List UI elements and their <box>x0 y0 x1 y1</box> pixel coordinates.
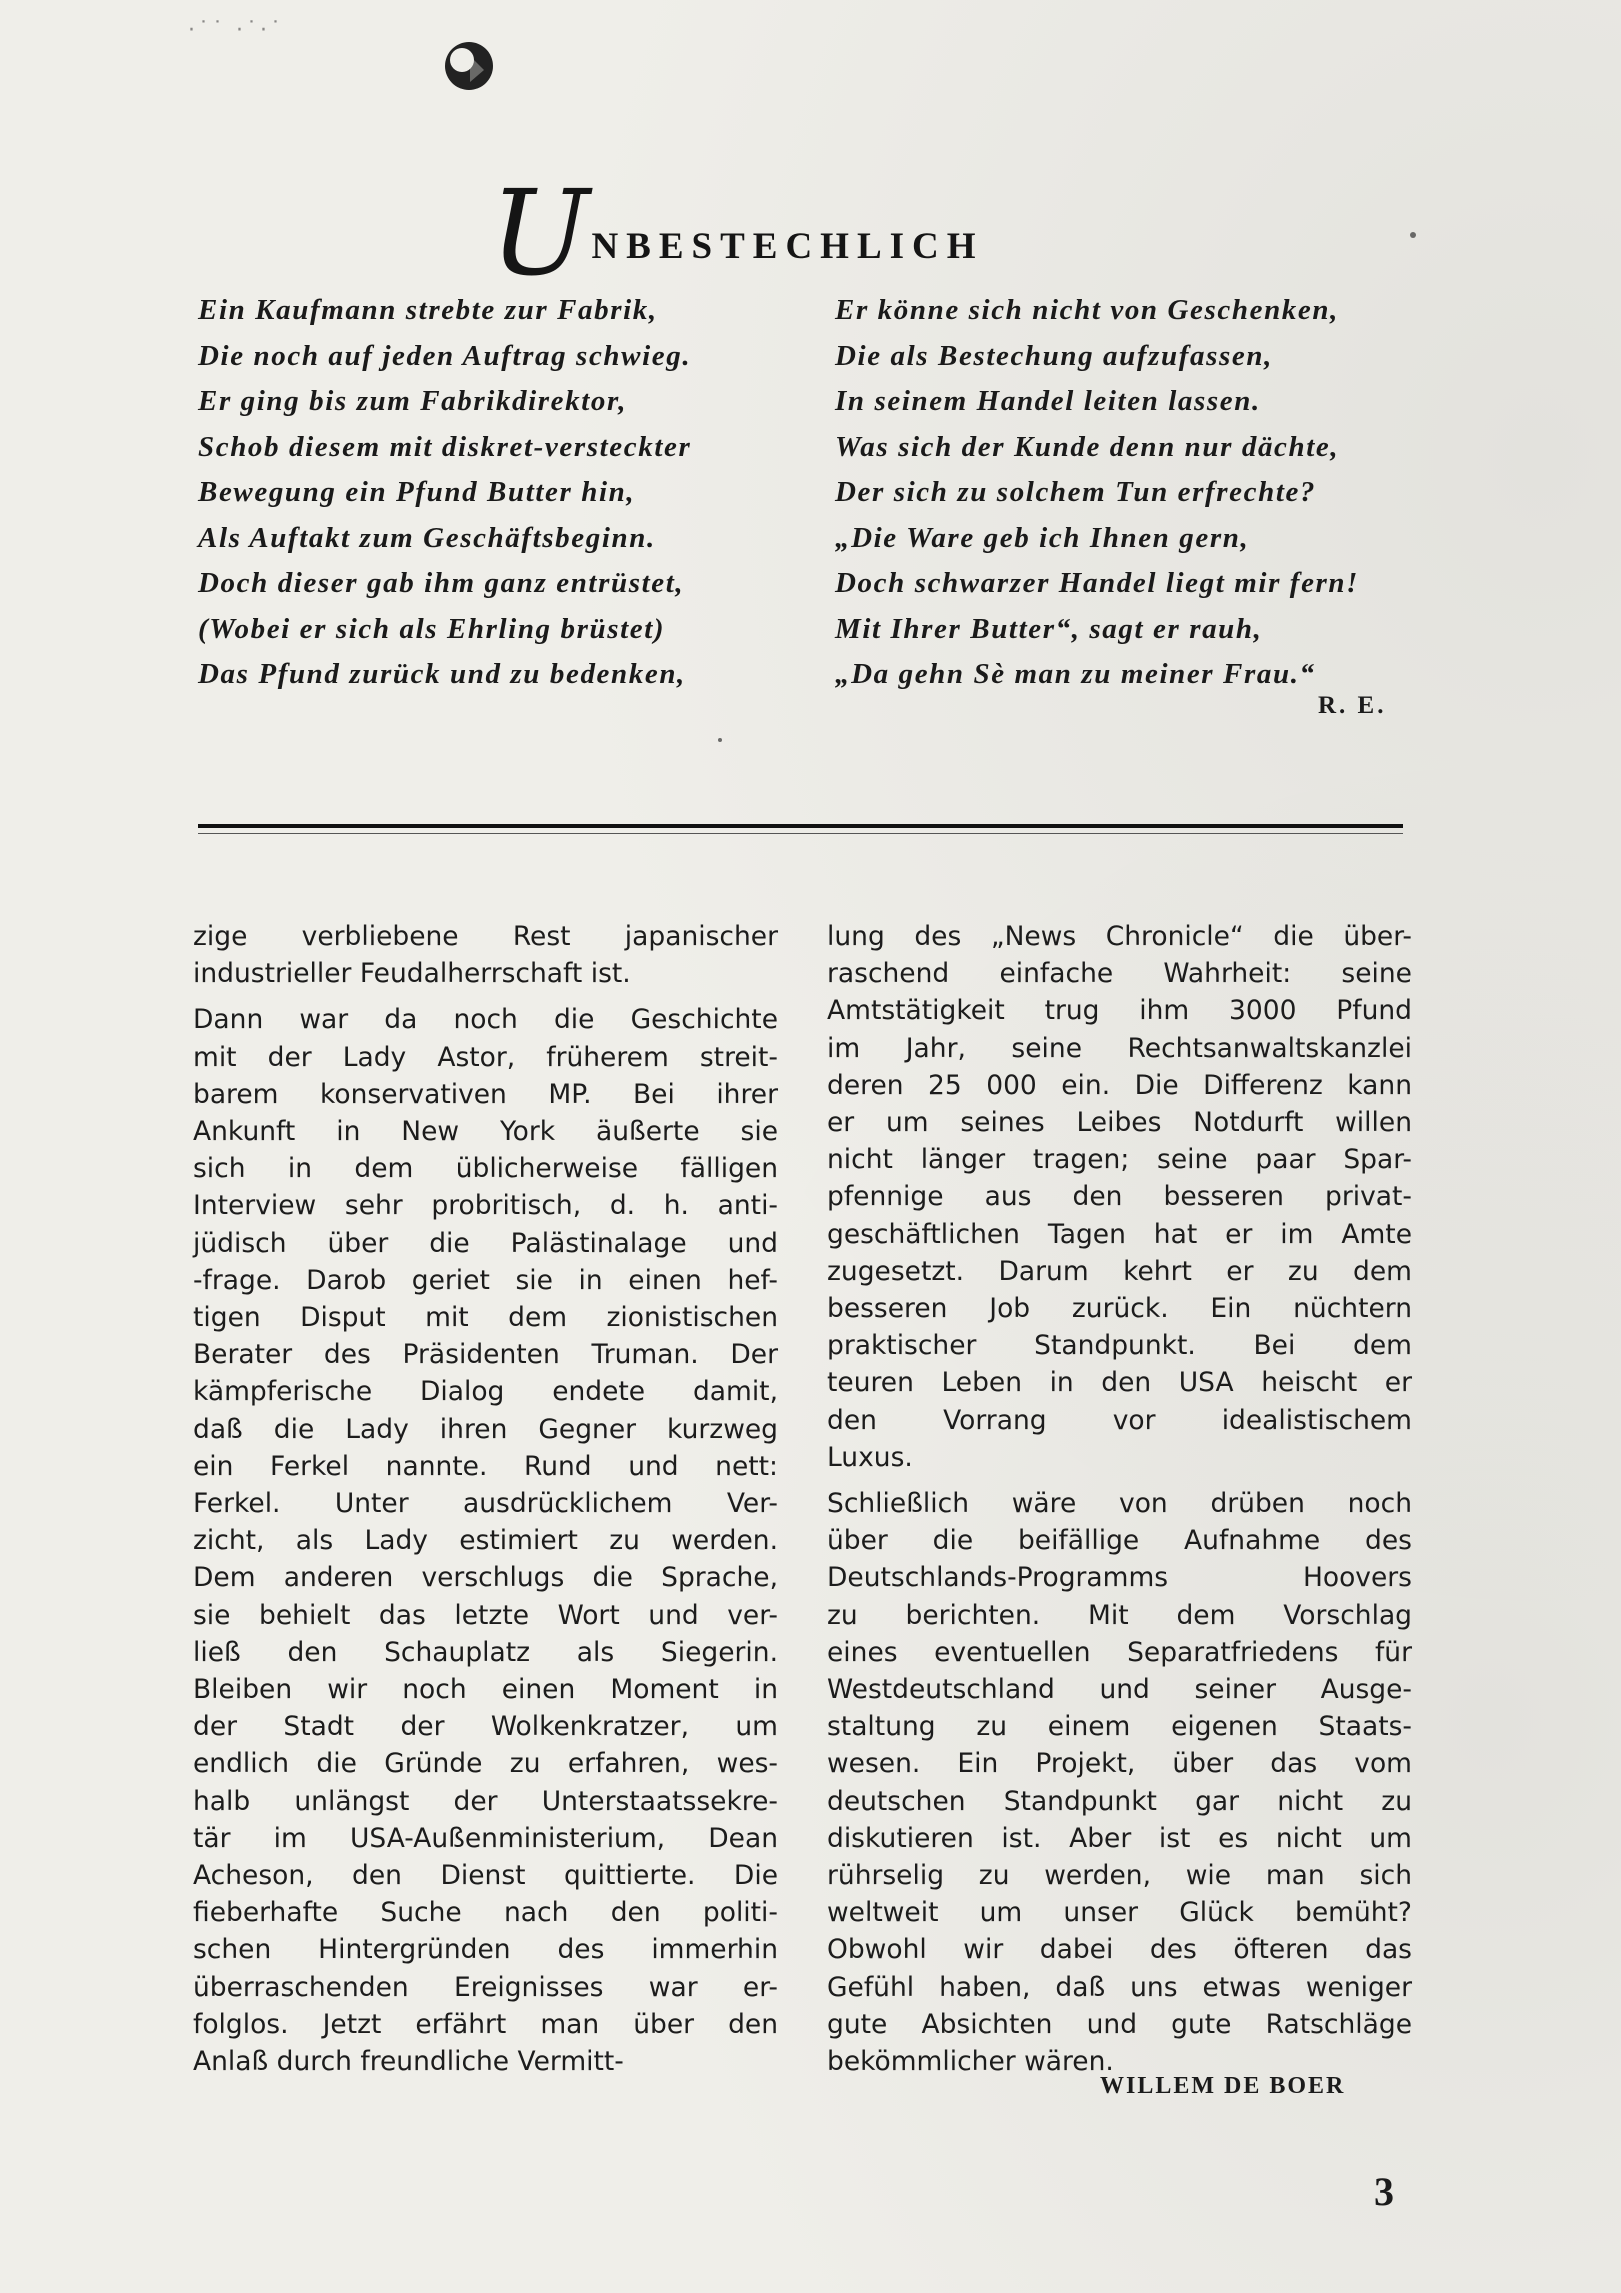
paragraph-gap <box>193 992 778 1001</box>
article-author: WILLEM DE BOER <box>1100 2073 1346 2099</box>
text-line: der Stadt der Wolkenkratzer, um <box>193 1711 778 1743</box>
text-line: ließ den Schauplatz als Siegerin. <box>193 1636 778 1668</box>
text-line: halb unlängst der Unterstaatssekre- <box>193 1785 778 1817</box>
section-divider-thin <box>198 833 1403 834</box>
text-line: Schließlich wäre von drüben noch <box>827 1488 1412 1520</box>
text-line: zu berichten. Mit dem Vorschlag <box>827 1599 1412 1631</box>
text-line: Anlaß durch freundliche Vermitt- <box>193 2046 624 2078</box>
poem-line: Das Pfund zurück und zu bedenken, <box>198 658 686 690</box>
text-line: er um seines Leibes Notdurft willen <box>827 1107 1412 1139</box>
poem-line: (Wobei er sich als Ehrling brüstet) <box>198 612 666 645</box>
poem-line: Die als Bestechung aufzufassen, <box>835 339 1273 372</box>
article-paragraph <box>193 918 778 992</box>
text-line: pfennige aus den besseren privat- <box>827 1181 1412 1213</box>
text-line: nicht länger tragen; seine paar Spar- <box>827 1144 1412 1176</box>
text-line: Ferkel. Unter ausdrücklichem Ver- <box>193 1488 778 1520</box>
text-line: raschend einfache Wahrheit: seine <box>827 958 1412 990</box>
title-rest: NBESTECHLICH <box>591 226 984 267</box>
text-line: weltweit um unser Glück bemüht? <box>827 1897 1412 1929</box>
text-line: jüdisch über die Palästinalage und <box>193 1227 778 1259</box>
poem-line: Doch schwarzer Handel liegt mir fern! <box>835 567 1360 599</box>
article-paragraph <box>193 1001 778 2080</box>
poem-left-column <box>198 288 691 698</box>
text-line: bekömmlicher wären. <box>827 2046 1114 2078</box>
text-line: wesen. Ein Projekt, über das vom <box>827 1748 1412 1780</box>
text-line: besseren Job zurück. Ein nüchtern <box>827 1293 1412 1325</box>
poem-line: Er ging bis zum Fabrikdirektor, <box>198 385 628 417</box>
text-line: Deutschlands-Programms Hoovers <box>827 1562 1412 1594</box>
print-specks: ·˙˙ ·˙·˙ <box>188 18 284 43</box>
text-line: endlich die Gründe zu erfahren, wes- <box>193 1748 778 1780</box>
text-line: Acheson, den Dienst quittierte. Die <box>193 1860 778 1892</box>
text-line: den Vorrang vor idealistischem <box>827 1404 1412 1436</box>
text-line: -frage. Darob geriet sie in einen hef- <box>193 1264 778 1296</box>
poem-line: Als Auftakt zum Geschäftsbeginn. <box>198 521 656 554</box>
text-line: Interview sehr probritisch, d. h. anti- <box>193 1190 778 1222</box>
text-line: Bleiben wir noch einen Moment in <box>193 1674 778 1706</box>
text-line: deutschen Standpunkt gar nicht zu <box>827 1785 1412 1817</box>
text-line: daß die Lady ihren Gegner kurzweg <box>193 1413 778 1445</box>
text-line: Gefühl haben, daß uns etwas weniger <box>827 1971 1412 2003</box>
text-line: lung des „News Chronicle“ die über- <box>827 921 1412 952</box>
text-line: Ankunft in New York äußerte sie <box>193 1116 778 1148</box>
text-line: tigen Disput mit dem zionistischen <box>193 1302 778 1334</box>
poem-line: Bewegung ein Pfund Butter hin, <box>198 476 636 508</box>
text-line: praktischer Standpunkt. Bei dem <box>827 1330 1412 1362</box>
text-line: überraschenden Ereignisses war er- <box>193 1971 778 2003</box>
ornament-icon <box>440 36 498 94</box>
text-line: staltung zu einem eigenen Staats- <box>827 1711 1412 1743</box>
page-title <box>490 148 984 302</box>
text-line: sie behielt das letzte Wort und ver- <box>193 1599 778 1631</box>
article-right-column <box>827 918 1412 2080</box>
text-line: diskutieren ist. Aber ist es nicht um <box>827 1822 1412 1854</box>
poem-line: „Die Ware geb ich Ihnen gern, <box>835 521 1250 554</box>
text-line: gute Absichten und gute Ratschläge <box>827 2008 1412 2040</box>
text-line: Amtstätigkeit trug ihm 3000 Pfund <box>827 995 1412 1027</box>
text-line: ein Ferkel nannte. Rund und nett: <box>193 1450 778 1482</box>
text-line: fieberhafte Suche nach den politi- <box>193 1897 778 1929</box>
print-speck <box>1410 232 1416 238</box>
text-line: barem konservativen MP. Bei ihrer <box>193 1078 778 1110</box>
text-line: Westdeutschland und seiner Ausge- <box>827 1674 1412 1706</box>
text-line: sich in dem üblicherweise fälligen <box>193 1153 778 1185</box>
text-line: geschäftlichen Tagen hat er im Amte <box>827 1218 1412 1250</box>
poem-right-column <box>835 288 1359 698</box>
text-line: tär im USA-Außenministerium, Dean <box>193 1822 778 1854</box>
poem-line: Der sich zu solchem Tun erfrechte? <box>835 476 1317 508</box>
poem-line: Ein Kaufmann strebte zur Fabrik, <box>198 294 658 326</box>
article-paragraph <box>827 1485 1412 2080</box>
poem-line: Er könne sich nicht von Geschenken, <box>835 294 1339 326</box>
text-line: industrieller Feudalherrschaft ist. <box>193 958 631 990</box>
paragraph-gap <box>827 1476 1412 1485</box>
text-line: rührselig zu werden, wie man sich <box>827 1860 1412 1892</box>
text-line: im Jahr, seine Rechtsanwaltskanzlei <box>827 1032 1412 1064</box>
text-line: schen Hintergründen des immerhin <box>193 1934 778 1966</box>
text-line: Luxus. <box>827 1441 913 1473</box>
text-line: Obwohl wir dabei des öfteren das <box>827 1934 1412 1966</box>
text-line: deren 25 000 ein. Die Differenz kann <box>827 1069 1412 1101</box>
text-line: teuren Leben in den USA heischt er <box>827 1367 1412 1399</box>
poem-line: Schob diesem mit diskret-versteckter <box>198 430 692 463</box>
poem-line: Mit Ihrer Butter“, sagt er rauh, <box>835 612 1263 645</box>
text-line: über die beifällige Aufnahme des <box>827 1525 1412 1557</box>
text-line: zige verbliebene Rest japanischer <box>193 921 778 952</box>
poem-line: Die noch auf jeden Auftrag schwieg. <box>198 339 692 372</box>
text-line: Berater des Präsidenten Truman. Der <box>193 1339 778 1371</box>
text-line: eines eventuellen Separatfriedens für <box>827 1636 1412 1668</box>
poem-line: In seinem Handel leiten lassen. <box>835 385 1261 417</box>
text-line: folglos. Jetzt erfährt man über den <box>193 2008 778 2040</box>
text-line: mit der Lady Astor, früherem streit- <box>193 1041 778 1073</box>
article-paragraph <box>827 918 1412 1476</box>
print-speck <box>718 738 722 742</box>
poem-line: Was sich der Kunde denn nur dächte, <box>835 430 1340 463</box>
text-line: Dem anderen verschlugs die Sprache, <box>193 1562 778 1594</box>
poem-author: R. E. <box>1318 692 1387 719</box>
title-initial: U <box>490 164 590 302</box>
section-divider <box>198 824 1403 828</box>
text-line: zugesetzt. Darum kehrt er zu dem <box>827 1255 1412 1287</box>
poem-line: Doch dieser gab ihm ganz entrüstet, <box>198 567 685 599</box>
text-line: kämpferische Dialog endete damit, <box>193 1376 778 1408</box>
poem-line: „Da gehn Sè man zu meiner Frau.“ <box>835 658 1316 690</box>
text-line: zicht, als Lady estimiert zu werden. <box>193 1525 778 1557</box>
page-number: 3 <box>1374 2169 1394 2214</box>
article-left-column <box>193 918 778 2080</box>
text-line: Dann war da noch die Geschichte <box>193 1004 778 1036</box>
